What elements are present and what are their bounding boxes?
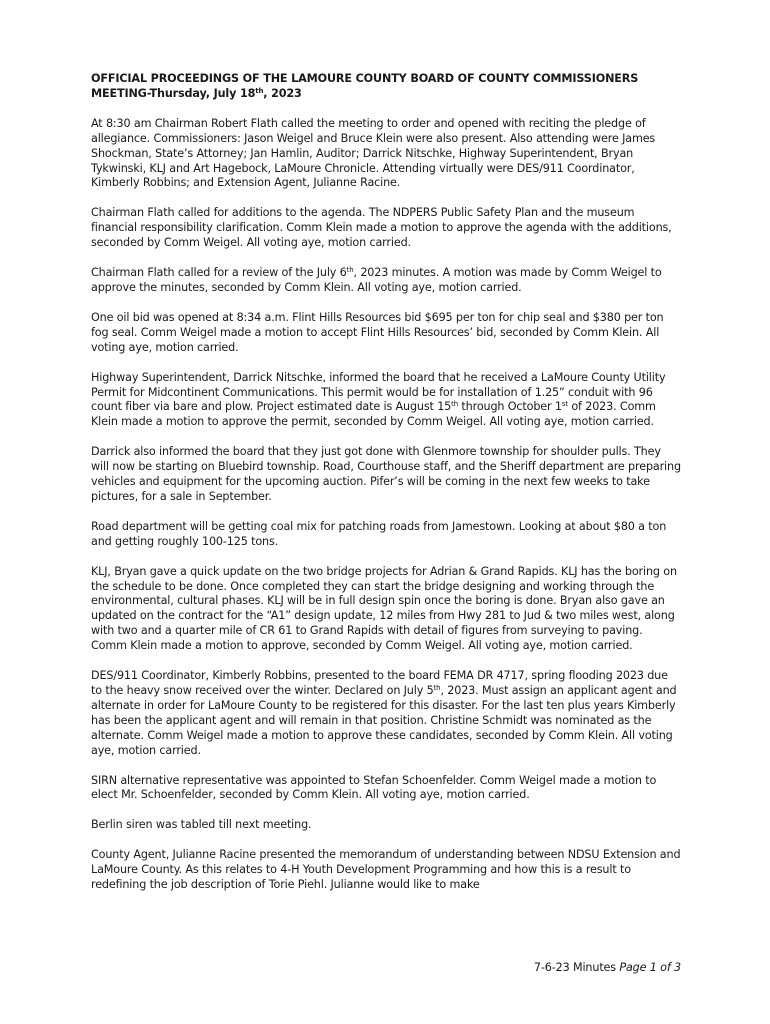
- paragraph-berlin-siren: Berlin siren was tabled till next meeting.: [91, 818, 312, 832]
- title-ordinal-suffix: th: [255, 86, 264, 95]
- fema-text-end: , 2023. Must assign an applicant agent and alternate in order for LaMoure County to be registered for this disaster. For the last ten plus years Kimberly has been the applicant agent and will remain in that position. Christine Schmidt was nominated as the alternate. Comm Weigel made a motion to approve these candidates, seconded by Comm Klein. All voting aye, motion carried.: [91, 684, 677, 757]
- paragraph-utility-permit: [91, 371, 681, 431]
- utility-permit-suffix-1: th: [451, 400, 459, 409]
- minutes-review-suffix: th: [346, 266, 354, 275]
- paragraph-coal-mix: Road department will be getting coal mix for patching roads from Jamestown. Looking at about $80 a ton and getting roughly 100-125 tons.: [91, 519, 667, 548]
- paragraph-county-agent: County Agent, Julianne Racine presented the memorandum of understanding between NDSU Extension and LaMoure County. As this relates to 4-H Youth Development Programming and how this is a result to redefining the job description of Torie Piehl. Julianne would like to make: [91, 848, 681, 892]
- utility-permit-suffix-2: st: [561, 400, 568, 409]
- footer-page-number: Page 1 of 3: [619, 961, 681, 974]
- fema-suffix: th: [433, 684, 441, 692]
- document-body: [91, 72, 681, 908]
- paragraph-fema-flooding: [91, 669, 681, 758]
- utility-permit-text: Highway Superintendent, Darrick Nitschke, informed the board that he received a LaMoure County Utility Permit for Midcontinent Communications. This permit would be for installation of 1.25” conduit with 96 count fiber via bare and plow. Project estimated date is August 15: [91, 370, 666, 414]
- document-title: [91, 72, 681, 102]
- title-line-2: [91, 87, 302, 100]
- paragraph-call-to-order: At 8:30 am Chairman Robert Flath called the meeting to order and opened with reciting the pledge of allegiance. Commissioners: Jason Weigel and Bruce Klein were also present. Also attending were James Shockman, State’s Attorney; Jan Hamlin, Auditor; Darrick Nitschke, Highway Superintendent, Bryan Tykwinski, KLJ and Art Hagebock, LaMoure Chronicle. Attending virtually were DES/911 Coordinator, Kimberly Robbins; and Extension Agent, Julianne Racine.: [91, 116, 656, 190]
- title-line-2-text: MEETING-Thursday, July 18: [91, 86, 256, 100]
- paragraph-agenda-additions: Chairman Flath called for additions to the agenda. The NDPERS Public Safety Plan and the museum financial responsibility clarification. Comm Klein made a motion to approve the agenda with the additions, seconded by Comm Weigel. All voting aye, motion carried.: [91, 206, 672, 250]
- utility-permit-text-mid: through October 1: [458, 400, 562, 414]
- title-year: , 2023: [263, 86, 302, 100]
- paragraph-township-update: Darrick also informed the board that they just got done with Glenmore township for shoulder pulls. They will now be starting on Bluebird township. Road, Courthouse staff, and the Sheriff department are preparing vehicles and equipment for the upcoming auction. Pifer’s will be coming in the next few weeks to take pictures, for a sale in September.: [91, 445, 681, 503]
- paragraph-bridge-projects: KLJ, Bryan gave a quick update on the two bridge projects for Adrian & Grand Rapids. KLJ has the boring on the schedule to be done. Once completed they can start the bridge designing and working through the environmental, cultural phases. KLJ will be in full design spin once the boring is done. Bryan also gave an updated on the contract for the “A1” design update, 12 miles from Hwy 281 to Jud & two miles west, along with two and a quarter mile of CR 61 to Grand Rapids with detail of figures from surveying to paving. Comm Klein made a motion to approve, seconded by Comm Weigel. All voting aye, motion carried.: [91, 564, 677, 653]
- title-line-1: OFFICIAL PROCEEDINGS OF THE LAMOURE COUNTY BOARD OF COUNTY COMMISSIONERS: [91, 72, 639, 85]
- paragraph-minutes-review: [91, 266, 681, 296]
- minutes-review-text-end: , 2023 minutes. A motion was made by Comm Weigel to approve the minutes, seconded by Comm Klein. All voting aye, motion carried.: [91, 266, 662, 294]
- utility-permit-text-end: of 2023. Comm Klein made a motion to approve the permit, seconded by Comm Weigel. All voting aye, motion carried.: [91, 400, 656, 429]
- footer-doc-label: 7-6-23 Minutes: [533, 961, 620, 974]
- minutes-review-text: Chairman Flath called for a review of the July 6: [91, 266, 347, 280]
- paragraph-sirn-representative: SIRN alternative representative was appointed to Stefan Schoenfelder. Comm Weigel made a motion to elect Mr. Schoenfelder, seconded by Comm Klein. All voting aye, motion carried.: [91, 773, 657, 802]
- fema-text: DES/911 Coordinator, Kimberly Robbins, presented to the board FEMA DR 4717, spring flooding 2023 due to the heavy snow received over the winter. Declared on July 5: [91, 669, 668, 697]
- paragraph-oil-bid: One oil bid was opened at 8:34 a.m. Flint Hills Resources bid $695 per ton for chip seal and $380 per ton fog seal. Comm Weigel made a motion to accept Flint Hills Resources’ bid, seconded by Comm Klein. All voting aye, motion carried.: [91, 310, 664, 354]
- page-footer: [534, 961, 681, 974]
